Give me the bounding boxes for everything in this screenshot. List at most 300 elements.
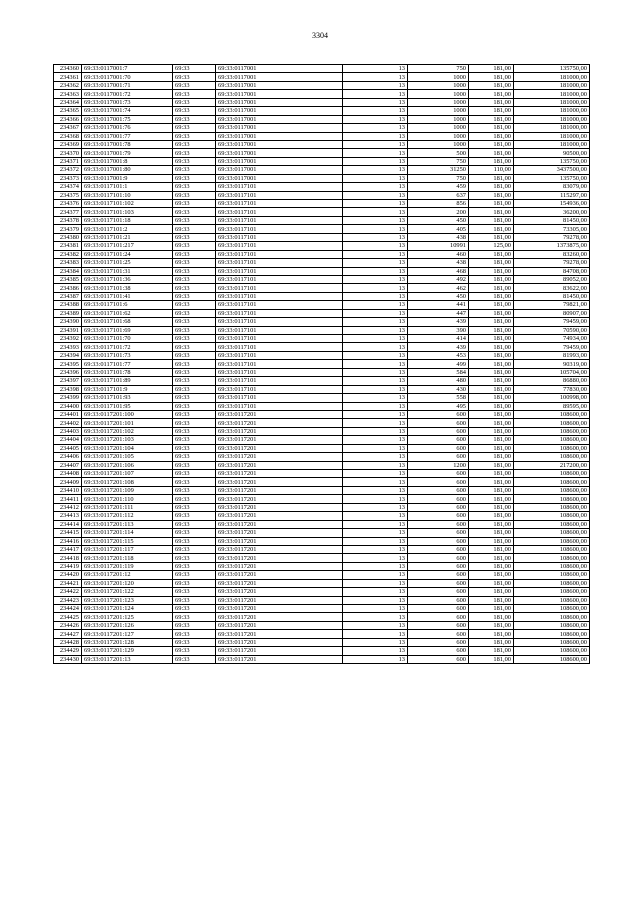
table-row [54,470,590,478]
cadastral-number-cell: 69:33:0117101:6 [82,301,173,309]
region-code-cell: 69:33 [173,647,216,655]
rate-value-cell: 181,00 [469,233,514,241]
cadastral-value-cell: 108600,00 [514,453,590,461]
rate-value-cell: 181,00 [469,427,514,435]
region-code-cell: 69:33 [173,453,216,461]
row-number-cell: 234406 [54,453,82,461]
table-row [54,132,590,140]
category-code-cell: 13 [343,461,408,469]
area-value-cell: 600 [408,545,469,553]
area-value-cell: 10991 [408,242,469,250]
area-value-cell: 430 [408,385,469,393]
cadastral-value-cell: 81450,00 [514,292,590,300]
cadastral-value-cell: 135750,00 [514,65,590,73]
quarter-number-cell: 69:33:0117201 [216,470,343,478]
row-number-cell: 234391 [54,326,82,334]
table-row [54,419,590,427]
row-number-cell: 234372 [54,166,82,174]
cadastral-value-cell: 105704,00 [514,368,590,376]
cadastral-value-cell: 108600,00 [514,495,590,503]
category-code-cell: 13 [343,335,408,343]
row-number-cell: 234365 [54,107,82,115]
area-value-cell: 750 [408,65,469,73]
rate-value-cell: 181,00 [469,410,514,418]
quarter-number-cell: 69:33:0117201 [216,520,343,528]
cadastral-number-cell: 69:33:0117201:118 [82,554,173,562]
rate-value-cell: 181,00 [469,149,514,157]
table-row [54,335,590,343]
cadastral-value-cell: 83079,00 [514,183,590,191]
table-row [54,318,590,326]
quarter-number-cell: 69:33:0117101 [216,267,343,275]
category-code-cell: 13 [343,410,408,418]
table-row [54,512,590,520]
rate-value-cell: 181,00 [469,157,514,165]
table-row [54,275,590,283]
cadastral-number-cell: 69:33:0117201:105 [82,453,173,461]
cadastral-value-cell: 108600,00 [514,478,590,486]
table-row [54,183,590,191]
area-value-cell: 1000 [408,132,469,140]
category-code-cell: 13 [343,132,408,140]
cadastral-number-cell: 69:33:0117101:62 [82,309,173,317]
region-code-cell: 69:33 [173,65,216,73]
quarter-number-cell: 69:33:0117201 [216,512,343,520]
cadastral-value-cell: 80907,00 [514,309,590,317]
category-code-cell: 13 [343,267,408,275]
row-number-cell: 234402 [54,419,82,427]
cadastral-number-cell: 69:33:0117101:217 [82,242,173,250]
cadastral-number-cell: 69:33:0117201:117 [82,545,173,553]
quarter-number-cell: 69:33:0117201 [216,554,343,562]
cadastral-value-cell: 108600,00 [514,520,590,528]
cadastral-value-cell: 83260,00 [514,250,590,258]
category-code-cell: 13 [343,233,408,241]
region-code-cell: 69:33 [173,596,216,604]
table-row [54,410,590,418]
row-number-cell: 234374 [54,183,82,191]
cadastral-value-cell: 108600,00 [514,630,590,638]
row-number-cell: 234401 [54,410,82,418]
cadastral-value-cell: 73305,00 [514,225,590,233]
row-number-cell: 234370 [54,149,82,157]
cadastral-value-cell: 84708,00 [514,267,590,275]
cadastral-value-cell: 108600,00 [514,537,590,545]
category-code-cell: 13 [343,537,408,545]
table-row [54,436,590,444]
table-row [54,588,590,596]
row-number-cell: 234407 [54,461,82,469]
table-row [54,250,590,258]
cadastral-number-cell: 69:33:0117001:76 [82,124,173,132]
cadastral-number-cell: 69:33:0117101:9 [82,385,173,393]
category-code-cell: 13 [343,562,408,570]
region-code-cell: 69:33 [173,132,216,140]
region-code-cell: 69:33 [173,174,216,182]
table-row [54,140,590,148]
cadastral-number-cell: 69:33:0117101:102 [82,200,173,208]
cadastral-value-cell: 154936,00 [514,200,590,208]
category-code-cell: 13 [343,250,408,258]
rate-value-cell: 181,00 [469,309,514,317]
region-code-cell: 69:33 [173,495,216,503]
category-code-cell: 13 [343,377,408,385]
area-value-cell: 856 [408,200,469,208]
cadastral-number-cell: 69:33:0117201:108 [82,478,173,486]
cadastral-number-cell: 69:33:0117001:71 [82,81,173,89]
quarter-number-cell: 69:33:0117101 [216,394,343,402]
region-code-cell: 69:33 [173,621,216,629]
table-row [54,461,590,469]
rate-value-cell: 181,00 [469,183,514,191]
cadastral-value-cell: 108600,00 [514,470,590,478]
category-code-cell: 13 [343,343,408,351]
cadastral-number-cell: 69:33:0117001:73 [82,98,173,106]
cadastral-number-cell: 69:33:0117201:125 [82,613,173,621]
cadastral-number-cell: 69:33:0117201:101 [82,419,173,427]
region-code-cell: 69:33 [173,326,216,334]
rate-value-cell: 181,00 [469,562,514,570]
region-code-cell: 69:33 [173,562,216,570]
quarter-number-cell: 69:33:0117201 [216,605,343,613]
category-code-cell: 13 [343,284,408,292]
area-value-cell: 600 [408,444,469,452]
cadastral-value-cell: 181000,00 [514,115,590,123]
area-value-cell: 600 [408,520,469,528]
category-code-cell: 13 [343,360,408,368]
table-row [54,562,590,570]
region-code-cell: 69:33 [173,520,216,528]
table-row [54,545,590,553]
category-code-cell: 13 [343,436,408,444]
table-row [54,124,590,132]
category-code-cell: 13 [343,149,408,157]
quarter-number-cell: 69:33:0117201 [216,453,343,461]
area-value-cell: 390 [408,326,469,334]
category-code-cell: 13 [343,225,408,233]
cadastral-value-cell: 217200,00 [514,461,590,469]
category-code-cell: 13 [343,638,408,646]
row-number-cell: 234386 [54,284,82,292]
rate-value-cell: 181,00 [469,250,514,258]
cadastral-value-cell: 1373875,00 [514,242,590,250]
region-code-cell: 69:33 [173,73,216,81]
cadastral-number-cell: 69:33:0117201:13 [82,655,173,663]
cadastral-number-cell: 69:33:0117101:73 [82,351,173,359]
cadastral-value-cell: 108600,00 [514,486,590,494]
quarter-number-cell: 69:33:0117201 [216,588,343,596]
category-code-cell: 13 [343,90,408,98]
quarter-number-cell: 69:33:0117101 [216,200,343,208]
quarter-number-cell: 69:33:0117001 [216,157,343,165]
cadastral-value-cell: 108600,00 [514,621,590,629]
cadastral-value-cell: 70590,00 [514,326,590,334]
cadastral-number-cell: 69:33:0117201:100 [82,410,173,418]
area-value-cell: 1000 [408,124,469,132]
cadastral-number-cell: 69:33:0117001:79 [82,149,173,157]
region-code-cell: 69:33 [173,309,216,317]
cadastral-number-cell: 69:33:0117101:77 [82,360,173,368]
table-row [54,385,590,393]
cadastral-value-cell: 90319,00 [514,360,590,368]
category-code-cell: 13 [343,242,408,250]
rate-value-cell: 181,00 [469,596,514,604]
cadastral-number-cell: 69:33:0117101:68 [82,318,173,326]
row-number-cell: 234393 [54,343,82,351]
cadastral-value-cell: 181000,00 [514,107,590,115]
rate-value-cell: 181,00 [469,630,514,638]
region-code-cell: 69:33 [173,571,216,579]
row-number-cell: 234361 [54,73,82,81]
category-code-cell: 13 [343,402,408,410]
row-number-cell: 234405 [54,444,82,452]
region-code-cell: 69:33 [173,419,216,427]
quarter-number-cell: 69:33:0117101 [216,343,343,351]
area-value-cell: 499 [408,360,469,368]
cadastral-value-cell: 108600,00 [514,562,590,570]
rate-value-cell: 181,00 [469,124,514,132]
region-code-cell: 69:33 [173,343,216,351]
region-code-cell: 69:33 [173,410,216,418]
cadastral-value-cell: 83622,00 [514,284,590,292]
quarter-number-cell: 69:33:0117001 [216,81,343,89]
cadastral-value-cell: 108600,00 [514,596,590,604]
quarter-number-cell: 69:33:0117101 [216,259,343,267]
region-code-cell: 69:33 [173,377,216,385]
cadastral-number-cell: 69:33:0117101:41 [82,292,173,300]
region-code-cell: 69:33 [173,461,216,469]
area-value-cell: 600 [408,630,469,638]
table-row [54,233,590,241]
category-code-cell: 13 [343,554,408,562]
quarter-number-cell: 69:33:0117101 [216,191,343,199]
quarter-number-cell: 69:33:0117101 [216,216,343,224]
category-code-cell: 13 [343,605,408,613]
row-number-cell: 234397 [54,377,82,385]
region-code-cell: 69:33 [173,149,216,157]
table-row [54,98,590,106]
quarter-number-cell: 69:33:0117001 [216,98,343,106]
region-code-cell: 69:33 [173,98,216,106]
table-row [54,225,590,233]
area-value-cell: 600 [408,503,469,511]
region-code-cell: 69:33 [173,140,216,148]
table-row [54,284,590,292]
area-value-cell: 500 [408,149,469,157]
region-code-cell: 69:33 [173,588,216,596]
table-row [54,571,590,579]
category-code-cell: 13 [343,621,408,629]
rate-value-cell: 181,00 [469,301,514,309]
rate-value-cell: 181,00 [469,98,514,106]
rate-value-cell: 181,00 [469,275,514,283]
table-row [54,157,590,165]
region-code-cell: 69:33 [173,318,216,326]
cadastral-number-cell: 69:33:0117201:109 [82,486,173,494]
table-row [54,65,590,73]
quarter-number-cell: 69:33:0117201 [216,545,343,553]
cadastral-number-cell: 69:33:0117101:78 [82,368,173,376]
row-number-cell: 234403 [54,427,82,435]
page-number: 3304 [312,31,328,40]
quarter-number-cell: 69:33:0117201 [216,419,343,427]
table-row [54,621,590,629]
cadastral-value-cell: 108600,00 [514,579,590,587]
row-number-cell: 234362 [54,81,82,89]
row-number-cell: 234429 [54,647,82,655]
cadastral-value-cell: 100998,00 [514,394,590,402]
category-code-cell: 13 [343,191,408,199]
rate-value-cell: 181,00 [469,107,514,115]
region-code-cell: 69:33 [173,478,216,486]
quarter-number-cell: 69:33:0117101 [216,250,343,258]
quarter-number-cell: 69:33:0117201 [216,638,343,646]
cadastral-value-cell: 89595,00 [514,402,590,410]
area-value-cell: 414 [408,335,469,343]
cadastral-number-cell: 69:33:0117201:107 [82,470,173,478]
quarter-number-cell: 69:33:0117001 [216,140,343,148]
rate-value-cell: 181,00 [469,419,514,427]
quarter-number-cell: 69:33:0117001 [216,73,343,81]
cadastral-value-cell: 108600,00 [514,613,590,621]
region-code-cell: 69:33 [173,436,216,444]
quarter-number-cell: 69:33:0117101 [216,225,343,233]
quarter-number-cell: 69:33:0117001 [216,65,343,73]
table-row [54,90,590,98]
row-number-cell: 234394 [54,351,82,359]
category-code-cell: 13 [343,444,408,452]
row-number-cell: 234418 [54,554,82,562]
category-code-cell: 13 [343,470,408,478]
quarter-number-cell: 69:33:0117201 [216,461,343,469]
area-value-cell: 450 [408,292,469,300]
region-code-cell: 69:33 [173,208,216,216]
rate-value-cell: 181,00 [469,351,514,359]
category-code-cell: 13 [343,174,408,182]
area-value-cell: 1000 [408,73,469,81]
region-code-cell: 69:33 [173,444,216,452]
region-code-cell: 69:33 [173,292,216,300]
row-number-cell: 234363 [54,90,82,98]
region-code-cell: 69:33 [173,225,216,233]
rate-value-cell: 181,00 [469,495,514,503]
table-row [54,453,590,461]
cadastral-number-cell: 69:33:0117001:8 [82,157,173,165]
rate-value-cell: 181,00 [469,461,514,469]
row-number-cell: 234364 [54,98,82,106]
category-code-cell: 13 [343,107,408,115]
area-value-cell: 600 [408,427,469,435]
table-row [54,309,590,317]
region-code-cell: 69:33 [173,90,216,98]
quarter-number-cell: 69:33:0117201 [216,562,343,570]
category-code-cell: 13 [343,216,408,224]
row-number-cell: 234415 [54,529,82,537]
quarter-number-cell: 69:33:0117201 [216,495,343,503]
rate-value-cell: 181,00 [469,554,514,562]
row-number-cell: 234422 [54,588,82,596]
area-value-cell: 600 [408,537,469,545]
quarter-number-cell: 69:33:0117201 [216,478,343,486]
table-row [54,537,590,545]
cadastral-number-cell: 69:33:0117201:113 [82,520,173,528]
quarter-number-cell: 69:33:0117201 [216,596,343,604]
quarter-number-cell: 69:33:0117201 [216,630,343,638]
row-number-cell: 234373 [54,174,82,182]
row-number-cell: 234375 [54,191,82,199]
rate-value-cell: 181,00 [469,216,514,224]
cadastral-number-cell: 69:33:0117101:70 [82,335,173,343]
cadastral-value-cell: 181000,00 [514,81,590,89]
table-row [54,301,590,309]
category-code-cell: 13 [343,200,408,208]
region-code-cell: 69:33 [173,233,216,241]
cadastral-value-cell: 135750,00 [514,174,590,182]
area-value-cell: 637 [408,191,469,199]
region-code-cell: 69:33 [173,579,216,587]
rate-value-cell: 181,00 [469,377,514,385]
row-number-cell: 234412 [54,503,82,511]
row-number-cell: 234417 [54,545,82,553]
category-code-cell: 13 [343,503,408,511]
table-row [54,486,590,494]
table-row [54,638,590,646]
cadastral-value-cell: 108600,00 [514,588,590,596]
rate-value-cell: 181,00 [469,605,514,613]
rate-value-cell: 181,00 [469,292,514,300]
row-number-cell: 234404 [54,436,82,444]
rate-value-cell: 181,00 [469,191,514,199]
table-row [54,554,590,562]
rate-value-cell: 181,00 [469,571,514,579]
cadastral-value-cell: 79278,00 [514,259,590,267]
rate-value-cell: 181,00 [469,259,514,267]
cadastral-value-cell: 108600,00 [514,419,590,427]
cadastral-number-cell: 69:33:0117001:9 [82,174,173,182]
cadastral-number-cell: 69:33:0117001:80 [82,166,173,174]
rate-value-cell: 181,00 [469,132,514,140]
table-row [54,81,590,89]
region-code-cell: 69:33 [173,605,216,613]
registry-rows [54,65,590,664]
area-value-cell: 453 [408,351,469,359]
cadastral-number-cell: 69:33:0117001:77 [82,132,173,140]
rate-value-cell: 181,00 [469,613,514,621]
cadastral-number-cell: 69:33:0117201:120 [82,579,173,587]
region-code-cell: 69:33 [173,284,216,292]
region-code-cell: 69:33 [173,267,216,275]
cadastral-number-cell: 69:33:0117201:127 [82,630,173,638]
area-value-cell: 468 [408,267,469,275]
row-number-cell: 234395 [54,360,82,368]
quarter-number-cell: 69:33:0117101 [216,275,343,283]
region-code-cell: 69:33 [173,638,216,646]
area-value-cell: 495 [408,402,469,410]
rate-value-cell: 181,00 [469,208,514,216]
cadastral-value-cell: 86880,00 [514,377,590,385]
area-value-cell: 600 [408,638,469,646]
area-value-cell: 462 [408,284,469,292]
row-number-cell: 234369 [54,140,82,148]
rate-value-cell: 181,00 [469,470,514,478]
area-value-cell: 600 [408,571,469,579]
quarter-number-cell: 69:33:0117001 [216,149,343,157]
cadastral-number-cell: 69:33:0117101:93 [82,394,173,402]
table-row [54,242,590,250]
category-code-cell: 13 [343,309,408,317]
category-code-cell: 13 [343,81,408,89]
row-number-cell: 234411 [54,495,82,503]
